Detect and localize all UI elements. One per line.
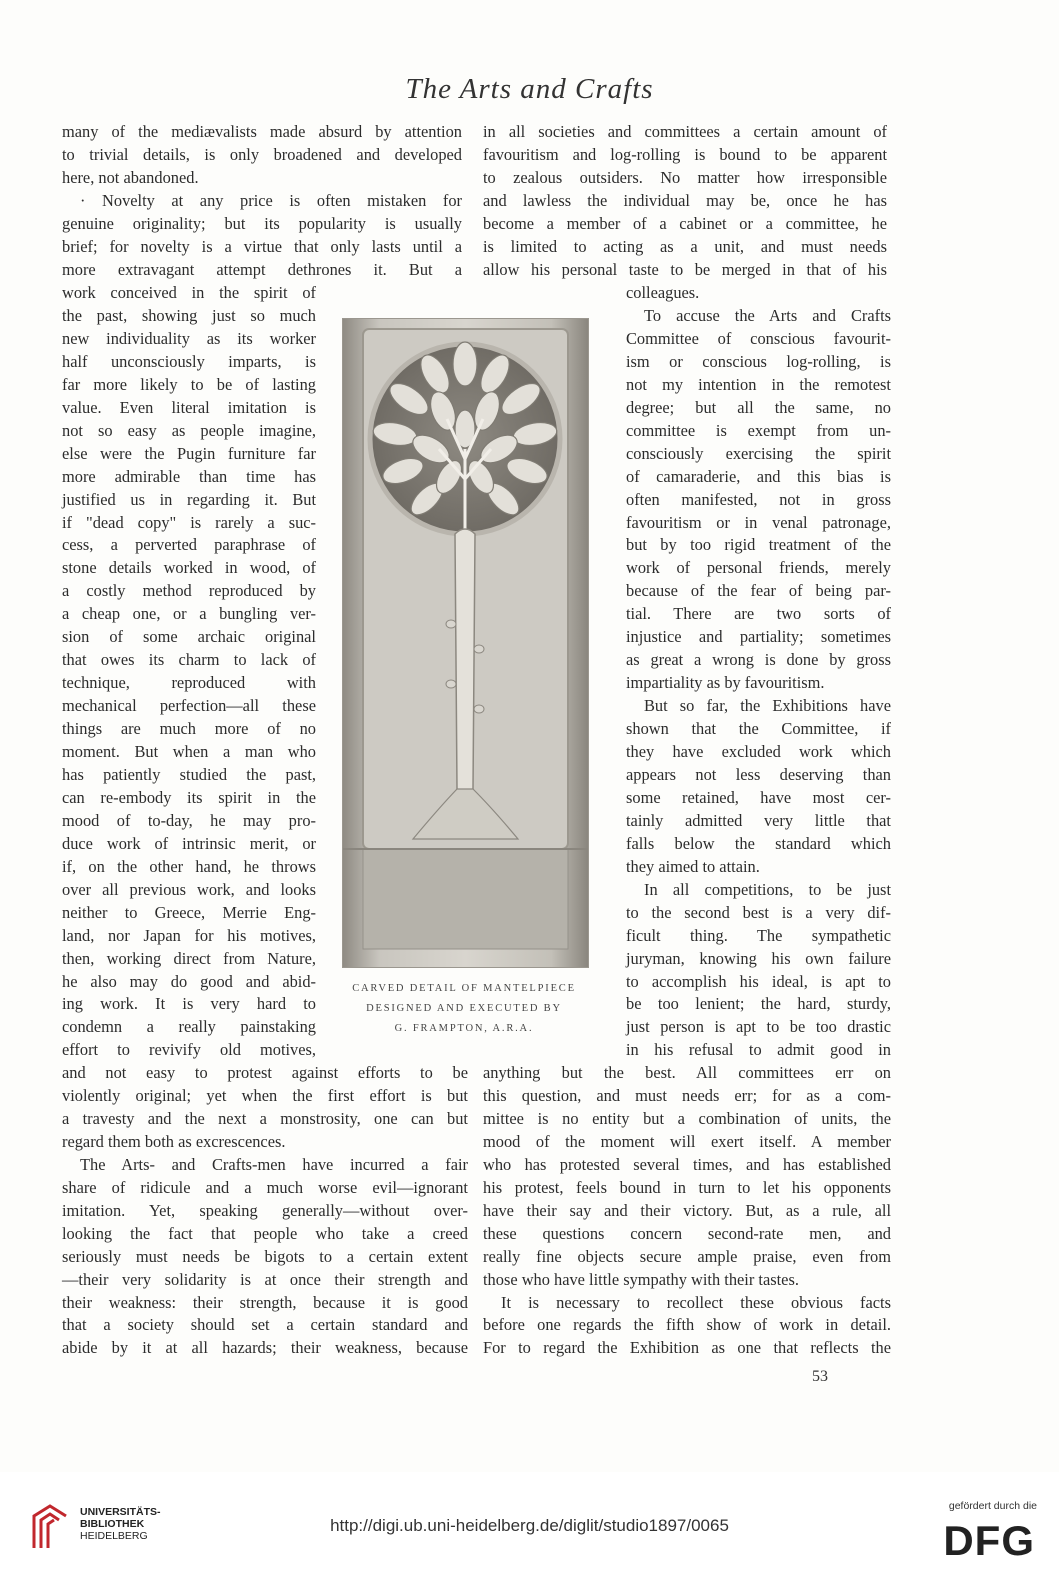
text-line: shown that the Committee, if: [626, 719, 891, 739]
text-line: favouritism and log-rolling is bound to be apparent: [483, 144, 887, 164]
text-line: more extravagant attempt dethrones it. But a: [62, 259, 462, 279]
text-line: in his refusal to admit good in: [626, 1040, 891, 1060]
carved-tree-relief-image: [343, 319, 588, 967]
text-line: For to regard the Exhibition as one that reflects the: [483, 1338, 891, 1358]
text-line: value. Even literal imitation is: [62, 397, 316, 417]
text-line: just person is apt to be too drastic: [626, 1017, 891, 1037]
text-line: effort to revivify old motives,: [62, 1040, 316, 1060]
text-line: committee is exempt from un-: [626, 420, 891, 440]
text-line: The Arts- and Crafts-men have incurred a fair: [80, 1154, 468, 1174]
text-line: to the second best is a very dif-: [626, 902, 891, 922]
text-line: share of ridicule and a much worse evil—ignorant: [62, 1177, 468, 1197]
text-line: injustice and partiality; sometimes: [626, 627, 891, 647]
sponsor-text: gefördert durch die: [948, 1500, 1037, 1512]
library-name-line-3: HEIDELBERG: [80, 1530, 148, 1542]
text-line: tial. There are two sorts of: [626, 604, 891, 624]
text-line: condemn a really painstaking: [62, 1017, 316, 1037]
text-line: ism or conscious log-rolling, is: [626, 351, 891, 371]
text-line: —their very solidarity is at once their strength and: [62, 1269, 468, 1289]
text-line: juryman, knowing his own failure: [626, 948, 891, 968]
text-line: a costly method reproduced by: [62, 581, 316, 601]
text-line: mechanical perfection—all these: [62, 696, 316, 716]
text-line: a travesty and the next a monstrosity, one can but: [62, 1108, 468, 1128]
text-line: favouritism or in venal patronage,: [626, 512, 891, 532]
text-line: become a member of a cabinet or a committee, he: [483, 213, 887, 233]
text-line: work conceived in the spirit of: [62, 283, 316, 302]
text-line: cess, a perverted paraphrase of: [62, 535, 316, 555]
text-line: have their say and their victory. But, as a rule, all: [483, 1200, 891, 1220]
text-line: ing work. It is very hard to: [62, 994, 316, 1014]
text-line: technique, reproduced with: [62, 673, 316, 693]
text-line: to trivial details, is only broadened and developed: [62, 144, 462, 164]
text-line: else were the Pugin furniture far: [62, 443, 316, 463]
page-title: The Arts and Crafts: [405, 73, 654, 105]
text-line: appears not less deserving than: [626, 764, 891, 784]
text-line: genuine originality; but its popularity is usually: [62, 213, 462, 233]
text-line: ficult thing. The sympathetic: [626, 925, 891, 945]
text-line: as great a wrong is done by gross: [626, 650, 891, 670]
text-line: to zealous outsiders. No matter how irresponsible: [483, 167, 887, 187]
mantelpiece-figure: [342, 318, 589, 968]
text-line: · Novelty at any price is often mistaken for: [80, 190, 462, 210]
text-line: mittee is no entity but a combination of units, the: [483, 1108, 891, 1128]
text-line: work of personal friends, merely: [626, 558, 891, 578]
text-line: that a society should set a certain standard and: [62, 1315, 468, 1335]
text-line: mood of to-day, he may pro-: [62, 810, 316, 830]
text-line: they aimed to attain.: [626, 856, 760, 876]
text-line: really fine objects secure ample praise, even from: [483, 1246, 891, 1266]
text-line: moment. But when a man who: [62, 742, 316, 761]
text-line: these questions concern second-rate men, and: [483, 1223, 891, 1243]
text-line: new individuality as its worker: [62, 328, 316, 348]
text-line: and not easy to protest against efforts to be: [62, 1063, 468, 1082]
text-line: falls below the standard which: [626, 833, 891, 853]
text-line: seriously must needs be bigots to a certain extent: [62, 1246, 468, 1266]
text-line: imitation. Yet, speaking generally—without over-: [62, 1200, 468, 1220]
text-line: their weakness: their strength, because it is good: [62, 1292, 468, 1312]
text-line: of camaraderie, and this bias is: [626, 466, 891, 486]
text-line: his protest, feels bound in turn to let his opponents: [483, 1177, 891, 1197]
text-line: is limited to acting as a unit, and must needs: [483, 236, 887, 256]
figure-caption-line-3: G. FRAMPTON, A.R.A.: [394, 1023, 534, 1034]
text-line: but by too rigid treatment of the: [626, 535, 891, 555]
text-line: Committee of conscious favourit-: [626, 328, 891, 348]
text-line: over all previous work, and looks: [62, 879, 316, 899]
text-line: impartiality as by favouritism.: [626, 673, 825, 693]
text-line: far more likely to be of lasting: [62, 374, 316, 394]
text-line: duce work of intrinsic merit, or: [62, 833, 316, 853]
source-url-link[interactable]: http://digi.ub.uni-heidelberg.de/diglit/studio1897/0065: [330, 1516, 729, 1535]
text-line: in all societies and committees a certain amount of: [483, 122, 887, 141]
library-name-line-1: UNIVERSITÄTS-: [80, 1506, 161, 1518]
text-line: can re-embody its spirit in the: [62, 787, 316, 807]
text-line: things are much more of no: [62, 719, 316, 739]
text-line: who has protested several times, and has established: [483, 1154, 891, 1174]
text-line: if "dead copy" is rarely a suc-: [62, 512, 316, 532]
text-line: he also may do good and abid-: [62, 971, 316, 991]
text-line: degree; but all the same, no: [626, 397, 891, 417]
text-line: abide by it at all hazards; their weakness, because: [62, 1338, 468, 1358]
figure-caption-line-2: DESIGNED AND EXECUTED BY: [366, 1003, 562, 1014]
text-line: consciously exercising the spirit: [626, 443, 891, 463]
text-line: not my intention in the remotest: [626, 374, 891, 394]
text-line: a cheap one, or a bungling ver-: [62, 604, 316, 624]
text-line: allow his personal taste to be merged in that of his: [483, 259, 887, 279]
text-line: then, working direct from Nature,: [62, 948, 316, 968]
text-line: brief; for novelty is a virtue that only lasts until a: [62, 236, 462, 256]
text-line: It is necessary to recollect these obvious facts: [501, 1292, 891, 1312]
text-line: anything but the best. All committees err on: [483, 1063, 891, 1082]
text-line: not so easy as people imagine,: [62, 420, 316, 440]
text-line: To accuse the Arts and Crafts: [644, 305, 891, 325]
text-line: be too lenient; the hard, sturdy,: [626, 994, 891, 1014]
figure-caption-line-1: CARVED DETAIL OF MANTELPIECE: [352, 983, 576, 994]
text-line: regard them both as excrescences.: [62, 1131, 286, 1151]
text-line: this question, and must needs err; for as a com-: [483, 1085, 891, 1105]
text-line: justified us in regarding it. But: [62, 489, 316, 509]
text-line: looking the fact that people who take a creed: [62, 1223, 468, 1243]
text-line: tainly admitted very little that: [626, 810, 891, 830]
dfg-logo: DFG: [943, 1517, 1035, 1564]
text-line: and lawless the individual may be, once he has: [483, 190, 887, 210]
text-line: violently original; yet when the first effort is but: [62, 1085, 468, 1105]
text-line: In all competitions, to be just: [644, 879, 891, 899]
text-line: But so far, the Exhibitions have: [644, 696, 891, 716]
library-name-line-2: BIBLIOTHEK: [80, 1518, 145, 1530]
text-line: they have excluded work which: [626, 742, 891, 761]
text-line: the past, showing just so much: [62, 305, 316, 325]
text-line: more admirable than time has: [62, 466, 316, 486]
text-line: some retained, have most cer-: [626, 787, 891, 807]
text-line: colleagues.: [626, 283, 700, 302]
page-number: 53: [812, 1368, 828, 1385]
text-line: that owes its charm to lack of: [62, 650, 316, 670]
text-line: to accomplish his ideal, is apt to: [626, 971, 891, 991]
text-line: stone details worked in wood, of: [62, 558, 316, 578]
text-line: neither to Greece, Merrie Eng-: [62, 902, 316, 922]
text-line: often manifested, not in gross: [626, 489, 891, 509]
text-line: those who have little sympathy with their tastes.: [483, 1269, 799, 1289]
text-line: because of the fear of being par-: [626, 581, 891, 601]
text-line: before one regards the fifth show of work in detail.: [483, 1315, 891, 1335]
text-line: mood of the moment will exert itself. A member: [483, 1131, 891, 1151]
text-line: here, not abandoned.: [62, 167, 199, 187]
text-line: half unconsciously imparts, is: [62, 351, 316, 371]
text-line: if, on the other hand, he throws: [62, 856, 316, 876]
footer-bar: [0, 1472, 1059, 1583]
text-line: many of the mediævalists made absurd by attention: [62, 122, 462, 141]
text-line: has patiently studied the past,: [62, 764, 316, 784]
text-line: sion of some archaic original: [62, 627, 316, 647]
text-line: land, nor Japan for his motives,: [62, 925, 316, 945]
